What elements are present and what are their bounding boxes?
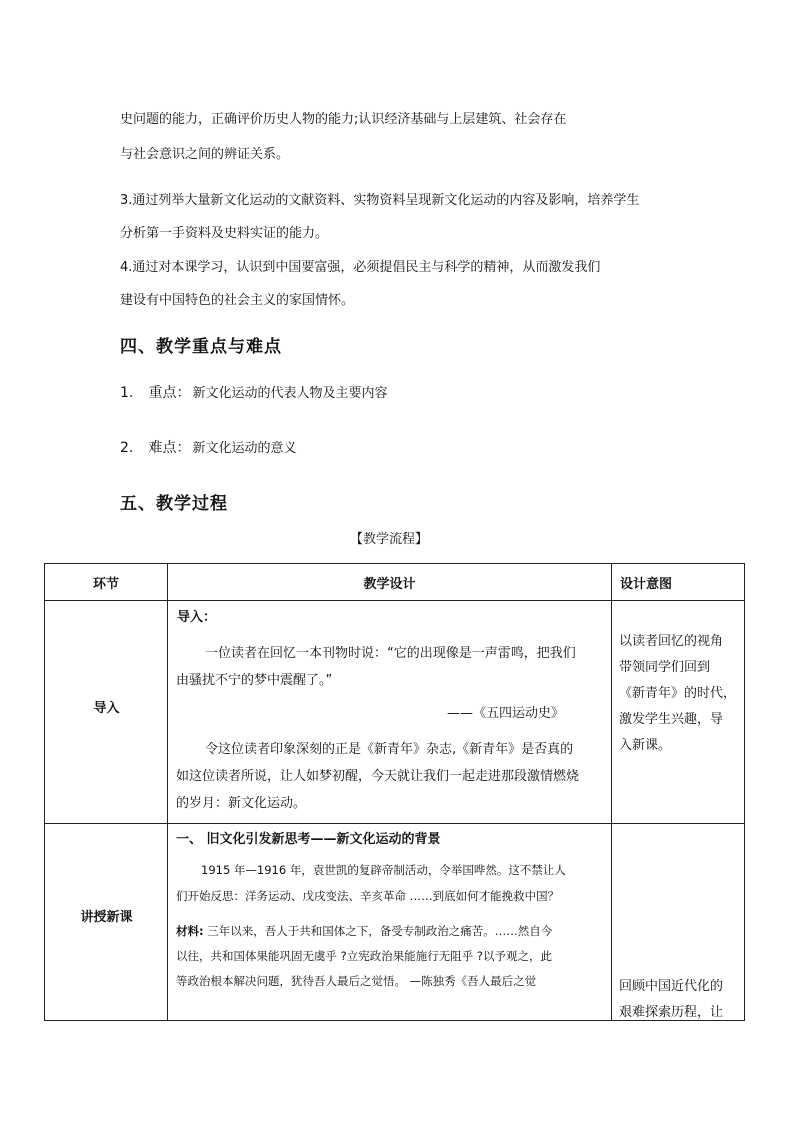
objective-line-2: 与社会意识之间的辨证关系。: [120, 147, 290, 162]
header-intent: 设计意图: [612, 564, 745, 601]
header-stage: 环节: [45, 564, 168, 601]
intent-intro-line-5: 入新课。: [619, 738, 672, 753]
objective-item-4-line-2: 建设有中国特色的社会主义的家国情怀。: [120, 293, 355, 308]
material-line-3: 等政治根本解决问题，犹待吾人最后之觉悟。 —陈独秀《吾人最后之觉: [176, 974, 537, 988]
key-point-label: 重点：: [148, 385, 191, 401]
intent-lesson-line-1: 回顾中国近代化的: [619, 979, 724, 994]
table-caption: 【教学流程】: [350, 532, 429, 547]
intent-intro-line-3: 《新青年》的时代，: [619, 686, 737, 701]
intent-cell-new-lesson: [612, 824, 745, 1021]
intro-title: 导入：: [177, 610, 217, 625]
material-line-2: 以往，共和国体果能巩固无虞乎 ?立宪政治果能施行无阻乎 ?以予观之，此: [176, 949, 553, 963]
difficult-point: [120, 437, 296, 457]
intent-intro-line-2: 带领同学们回到: [619, 660, 711, 675]
lesson-para-line-1: 1915 年—1916 年，袁世凯的复辟帝制活动，令举国哗然。这不禁让人: [201, 863, 566, 877]
key-point-number: 1.: [120, 385, 134, 401]
key-point-text: 新文化运动的代表人物及主要内容: [192, 386, 388, 401]
intro-para-line-3: 的岁月：新文化运动。: [176, 796, 307, 811]
objective-item-4-line-1: 4.通过对本课学习，认识到中国要富强，必须提倡民主与科学的精神，从而激发我们: [120, 260, 601, 275]
intro-para-line-2: 如这位读者所说，让人如梦初醒，今天就让我们一起走进那段激情燃烧: [176, 769, 580, 784]
material-label: 材料:: [176, 924, 204, 938]
design-cell-new-lesson: [168, 824, 612, 1021]
teaching-flow-table: [44, 563, 745, 1021]
stage-cell-intro: [45, 601, 168, 824]
intro-para-line-1: 令这位读者印象深刻的正是《新青年》杂志,《新青年》是否真的: [205, 742, 574, 757]
table-row-intro: [45, 601, 745, 824]
intent-intro-line-1: 以读者回忆的视角: [619, 634, 724, 649]
intro-quote-line-1: 一位读者在回忆一本刊物时说：“它的出现像是一声雷鸣，把我们: [205, 646, 576, 661]
difficult-point-text: 新文化运动的意义: [192, 441, 297, 456]
difficult-point-number: 2.: [120, 440, 134, 456]
stage-new-lesson-label: 讲授新课: [80, 910, 133, 925]
material-text-1: 三年以来，吾人于共和国体之下，备受专制政治之痛苦。……然自今: [203, 924, 553, 938]
lesson-heading: 一、 旧文化引发新思考——新文化运动的背景: [176, 832, 441, 847]
intro-quote-source: ——《五四运动史》: [447, 706, 565, 721]
table-row-new-lesson: [45, 824, 745, 1021]
material-line-1: [176, 923, 552, 939]
objective-line-1: 史问题的能力，正确评价历史人物的能力;认识经济基础与上层建筑、社会存在: [120, 112, 567, 127]
key-point: [120, 382, 387, 402]
stage-intro-label: 导入: [93, 701, 120, 716]
objective-item-3-line-2: 分析第一手资料及史料实证的能力。: [120, 226, 329, 241]
intro-quote-line-2: 由骚扰不宁的梦中震醒了。”: [176, 673, 333, 688]
intent-cell-intro: [612, 601, 745, 824]
intent-intro-line-4: 激发学生兴趣，导: [619, 712, 724, 727]
intent-lesson-line-2: 艰难探索历程，让: [619, 1005, 724, 1020]
table-header-row: [45, 564, 745, 601]
lesson-para-line-2: 们开始反思：洋务运动、戊戌变法、辛亥革命 ……到底如何才能挽救中国？: [176, 889, 560, 903]
difficult-point-label: 难点：: [148, 440, 191, 456]
section-4-title: 四、教学重点与难点: [120, 337, 282, 357]
header-design: 教学设计: [168, 564, 612, 601]
section-5-title: 五、教学过程: [120, 494, 228, 514]
design-cell-intro: [168, 601, 612, 824]
stage-cell-new-lesson: [45, 824, 168, 1021]
objective-item-3-line-1: 3.通过列举大量新文化运动的文献资料、实物资料呈现新文化运动的内容及影响，培养学生: [120, 193, 640, 208]
